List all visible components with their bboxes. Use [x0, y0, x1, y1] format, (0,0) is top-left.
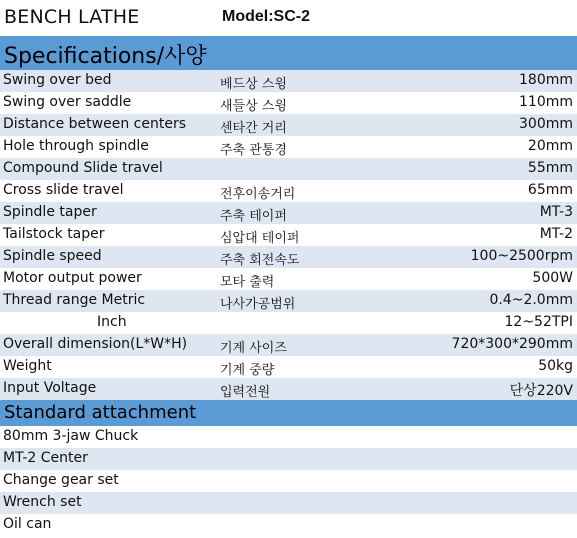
attachment-item	[0, 514, 577, 536]
spec-row	[0, 356, 577, 378]
spec-name: Weight	[3, 358, 52, 374]
spec-value: 0.4~2.0mm	[489, 292, 573, 308]
attachment-label: Oil can	[3, 516, 52, 532]
spec-value: 55mm	[527, 160, 573, 176]
spec-value: MT-2	[539, 226, 573, 242]
attachment-label: Change gear set	[3, 472, 119, 488]
spec-value: 단상220V	[509, 383, 573, 399]
spec-name-korean: 새들상 스윙	[220, 99, 287, 114]
spec-value: 100~2500rpm	[470, 248, 573, 264]
spec-name: Hole through spindle	[3, 138, 149, 154]
spec-name-korean: 모타 출력	[220, 275, 275, 290]
spec-name: Spindle taper	[3, 204, 97, 220]
spec-row	[0, 92, 577, 114]
spec-name-korean: 기계 사이즈	[220, 341, 287, 356]
spec-row	[0, 312, 577, 334]
spec-name-korean: 나사가공범위	[220, 297, 296, 312]
spec-name: Swing over saddle	[3, 94, 132, 110]
specifications-table	[0, 70, 577, 400]
attachment-item	[0, 448, 577, 470]
spec-row	[0, 70, 577, 92]
spec-value: 65mm	[527, 182, 573, 198]
specifications-heading	[0, 36, 577, 70]
attachment-list	[0, 426, 577, 536]
spec-row	[0, 202, 577, 224]
attachment-label: 80mm 3-jaw Chuck	[3, 428, 139, 444]
spec-row	[0, 378, 577, 400]
spec-value: 12~52TPI	[504, 314, 573, 330]
spec-row	[0, 290, 577, 312]
attachment-item	[0, 492, 577, 514]
spec-name: Tailstock taper	[3, 226, 105, 242]
spec-value: 500W	[532, 270, 573, 286]
spec-name-korean: 베드상 스윙	[220, 77, 287, 92]
spec-row	[0, 224, 577, 246]
spec-row	[0, 158, 577, 180]
spec-name: Spindle speed	[3, 248, 102, 264]
page-header	[0, 0, 577, 36]
spec-name-korean: 주축 회전속도	[220, 253, 300, 268]
spec-value: 180mm	[519, 72, 573, 88]
spec-value: 20mm	[527, 138, 573, 154]
spec-value: MT-3	[539, 204, 573, 220]
spec-name-korean: 센타간 거리	[220, 121, 287, 136]
attachment-item	[0, 470, 577, 492]
page-title: BENCH LATHE	[4, 6, 140, 28]
spec-name-korean: 기계 중량	[220, 363, 275, 378]
spec-name: Distance between centers	[3, 116, 186, 132]
spec-row	[0, 268, 577, 290]
spec-row	[0, 114, 577, 136]
spec-row	[0, 180, 577, 202]
spec-row	[0, 136, 577, 158]
specifications-heading-label: Specifications/사양	[4, 44, 207, 69]
spec-name: Inch	[97, 314, 127, 330]
spec-name: Thread range Metric	[3, 292, 146, 308]
spec-value: 50kg	[538, 358, 573, 374]
model-label: Model:SC-2	[222, 8, 310, 25]
spec-value: 720*300*290mm	[451, 336, 573, 352]
spec-name-korean: 심압대 테이퍼	[220, 231, 300, 246]
spec-name: Input Voltage	[3, 380, 97, 396]
spec-name: Overall dimension(L*W*H)	[3, 336, 188, 352]
spec-row	[0, 246, 577, 268]
attachment-label: Wrench set	[3, 494, 82, 510]
spec-name: Compound Slide travel	[3, 160, 163, 176]
attachment-item	[0, 426, 577, 448]
spec-value: 300mm	[519, 116, 573, 132]
spec-name-korean: 주축 관통경	[220, 143, 287, 158]
spec-row	[0, 334, 577, 356]
attachment-label: MT-2 Center	[3, 450, 88, 466]
standard-attachment-heading	[0, 400, 577, 426]
spec-name-korean: 전후이송거리	[220, 187, 296, 202]
spec-name-korean: 입력전원	[220, 385, 271, 400]
spec-value: 110mm	[519, 94, 573, 110]
spec-name: Motor output power	[3, 270, 142, 286]
spec-name: Cross slide travel	[3, 182, 124, 198]
spec-name: Swing over bed	[3, 72, 112, 88]
spec-name-korean: 주축 테이퍼	[220, 209, 287, 224]
standard-attachment-heading-label: Standard attachment	[4, 402, 197, 423]
